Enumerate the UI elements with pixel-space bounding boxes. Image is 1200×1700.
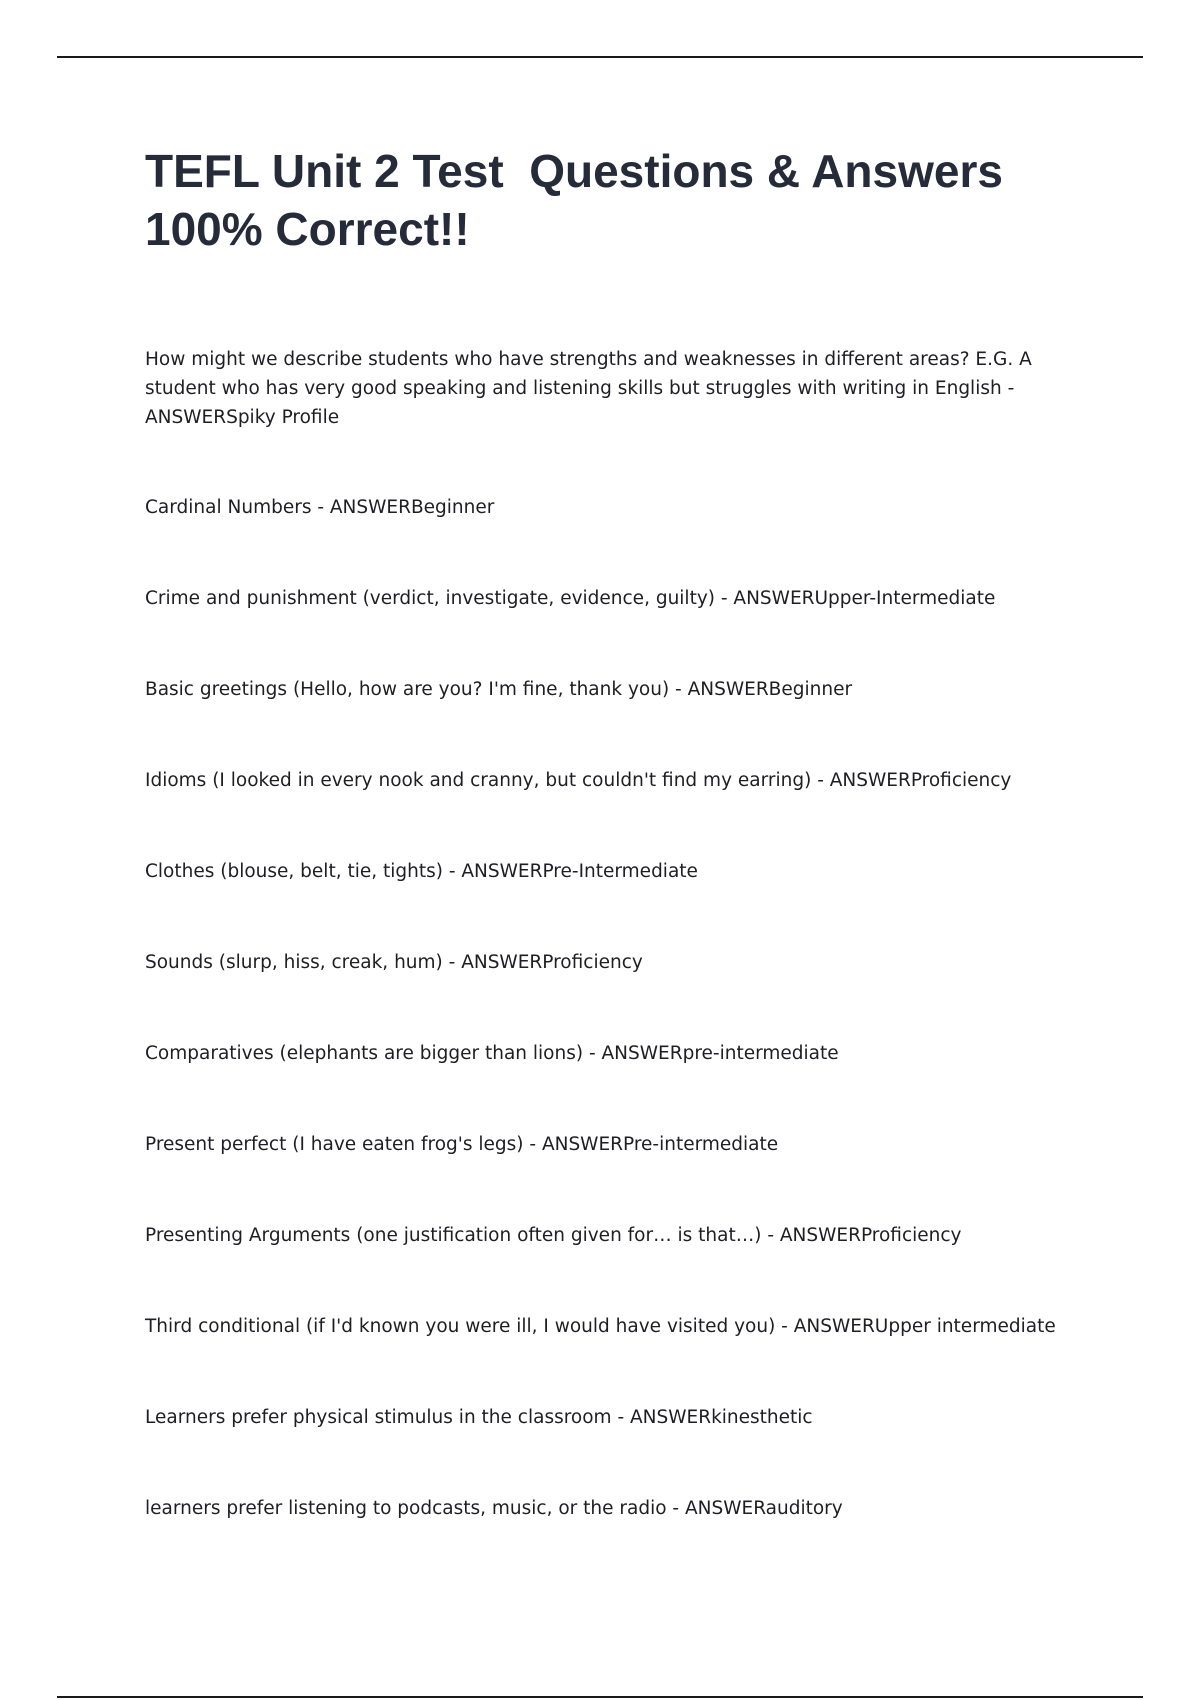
bottom-rule: [57, 1696, 1143, 1698]
qa-list: [145, 345, 1060, 1585]
qa-item: Clothes (blouse, belt, tie, tights) - ANSWERPre-Intermediate: [145, 861, 698, 882]
top-rule: [57, 56, 1143, 58]
document-body: [145, 142, 1060, 1519]
qa-item: How might we describe students who have strengths and weaknesses in different areas? E.G. A student who has very good speaking and listening skills but struggles with writing in English - ANSWERSpiky Profile: [145, 349, 1032, 428]
qa-item: Third conditional (if I'd known you were ill, I would have visited you) - ANSWERUpper intermediate: [145, 1316, 1056, 1337]
qa-item: Basic greetings (Hello, how are you? I'm fine, thank you) - ANSWERBeginner: [145, 679, 853, 700]
qa-item: Idioms (I looked in every nook and cranny, but couldn't find my earring) - ANSWERProficiency: [145, 770, 1012, 791]
document-title: TEFL Unit 2 Test Questions & Answers 100% Correct!!: [145, 145, 1016, 255]
qa-item: learners prefer listening to podcasts, music, or the radio - ANSWERauditory: [145, 1498, 843, 1519]
qa-item: Comparatives (elephants are bigger than lions) - ANSWERpre-intermediate: [145, 1043, 839, 1064]
qa-item: Learners prefer physical stimulus in the classroom - ANSWERkinesthetic: [145, 1407, 813, 1428]
qa-item: Sounds (slurp, hiss, creak, hum) - ANSWERProficiency: [145, 952, 643, 973]
qa-item: Cardinal Numbers - ANSWERBeginner: [145, 497, 495, 518]
qa-item: Crime and punishment (verdict, investigate, evidence, guilty) - ANSWERUpper-Intermediate: [145, 588, 996, 609]
qa-item: Presenting Arguments (one justification often given for… is that…) - ANSWERProficiency: [145, 1225, 962, 1246]
qa-item: Present perfect (I have eaten frog's legs) - ANSWERPre-intermediate: [145, 1134, 779, 1155]
